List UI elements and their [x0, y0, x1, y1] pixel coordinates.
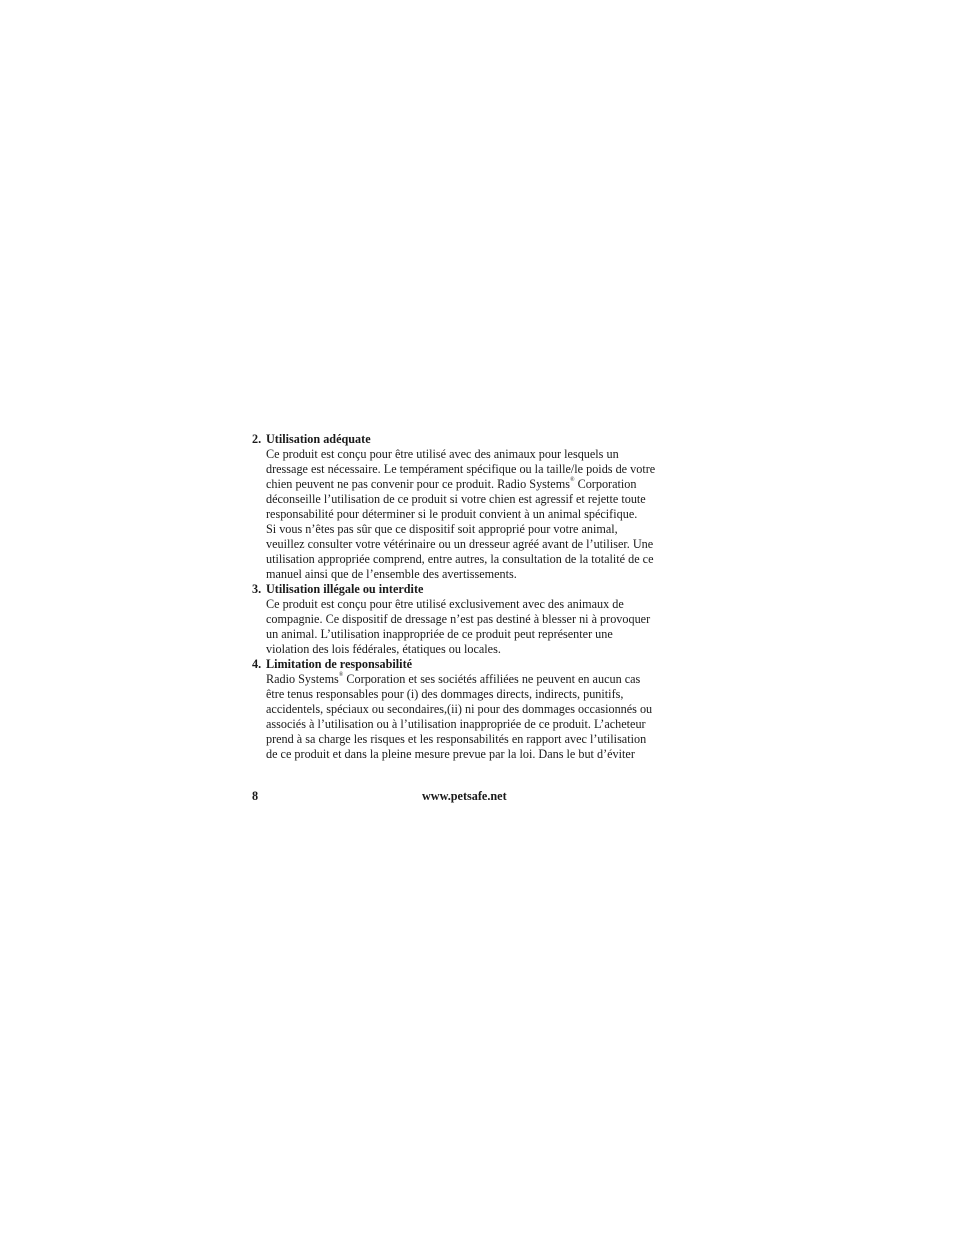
paragraph-line: Ce produit est conçu pour être utilisé avec des animaux pour lesquels un	[266, 447, 619, 461]
paragraph-line: associés à l’utilisation ou à l’utilisation inappropriée de ce produit. L’acheteur	[266, 717, 646, 731]
section-title: Utilisation illégale ou interdite	[266, 582, 424, 596]
section-utilisation-illegale	[252, 582, 712, 657]
section-title: Utilisation adéquate	[266, 432, 371, 446]
registered-mark: ®	[338, 672, 344, 678]
paragraph-line	[252, 477, 712, 492]
paragraph-line: utilisation appropriée comprend, entre autres, la consultation de la totalité de ce	[266, 552, 654, 566]
paragraph-line: responsabilité pour déterminer si le produit convient à un animal spécifique.	[266, 507, 638, 521]
line-text: Corporation	[574, 477, 637, 491]
paragraph-line: violation des lois fédérales, étatiques ou locales.	[266, 642, 501, 656]
paragraph-line: un animal. L’utilisation inappropriée de ce produit peut représenter une	[266, 627, 613, 641]
section-limitation-responsabilite	[252, 657, 712, 762]
paragraph-line: déconseille l’utilisation de ce produit si votre chien est agressif et rejette toute	[266, 492, 646, 506]
section-utilisation-adequate	[252, 432, 712, 582]
section-heading	[252, 657, 712, 672]
paragraph-line: Ce produit est conçu pour être utilisé exclusivement avec des animaux de	[266, 597, 624, 611]
paragraph-line: de ce produit et dans la pleine mesure prevue par la loi. Dans le but d’éviter	[266, 747, 635, 761]
section-title: Limitation de responsabilité	[266, 657, 413, 671]
section-number: 2.	[252, 432, 262, 446]
paragraph-line: veuillez consulter votre vétérinaire ou un dresseur agréé avant de l’utiliser. Une	[266, 537, 654, 551]
paragraph-line: manuel ainsi que de l’ensemble des avertissements.	[266, 567, 517, 581]
document-body	[252, 432, 712, 762]
section-heading	[252, 432, 712, 447]
paragraph-line: Si vous n’êtes pas sûr que ce dispositif soit approprié pour votre animal,	[266, 522, 618, 536]
section-number: 3.	[252, 582, 262, 596]
section-number: 4.	[252, 657, 262, 671]
line-text: Radio Systems	[266, 672, 339, 686]
paragraph-line: être tenus responsables pour (i) des dommages directs, indirects, punitifs,	[266, 687, 624, 701]
line-text: chien peuvent ne pas convenir pour ce produit. Radio Systems	[266, 477, 570, 491]
paragraph-line: compagnie. Ce dispositif de dressage n’est pas destiné à blesser ni à provoquer	[266, 612, 651, 626]
paragraph-line: prend à sa charge les risques et les responsabilités en rapport avec l’utilisation	[266, 732, 647, 746]
paragraph-line	[252, 672, 712, 687]
registered-mark: ®	[569, 477, 575, 483]
page-number: 8	[252, 789, 259, 803]
line-text: Corporation et ses sociétés affiliées ne peuvent en aucun cas	[343, 672, 641, 686]
paragraph-line: dressage est nécessaire. Le tempérament spécifique ou la taille/le poids de votre	[266, 462, 656, 476]
section-heading	[252, 582, 712, 597]
website-url: www.petsafe.net	[422, 789, 507, 803]
paragraph-line: accidentels, spéciaux ou secondaires,(ii) ni pour des dommages occasionnés ou	[266, 702, 653, 716]
